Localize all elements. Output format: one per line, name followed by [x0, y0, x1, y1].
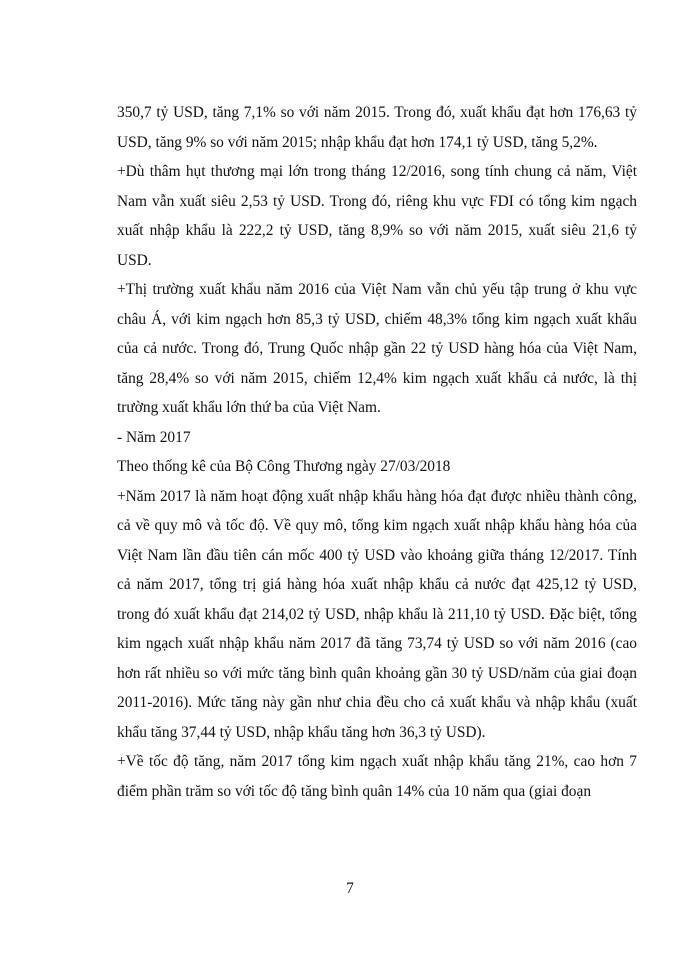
page-number: 7 [346, 880, 354, 897]
paragraph-trade-2017-scale: +Năm 2017 là năm hoạt động xuất nhập khẩu hàng hóa đạt được nhiều thành công, cả về quy mô và tốc độ. Về quy mô, tổng kim ngạch xuất nhập khẩu hàng hóa của Việt Nam lần đầu tiên cán mốc 400 tỷ USD vào khoảng giữa tháng 12/2017. Tính cả năm 2017, tổng trị giá hàng hóa xuất nhập khẩu cả nước đạt 425,12 tỷ USD, trong đó xuất khẩu đạt 214,02 tỷ USD, nhập khẩu là 211,10 tỷ USD. Đặc biệt, tổng kim ngạch xuất nhập khẩu năm 2017 đã tăng 73,74 tỷ USD so với năm 2016 (cao hơn rất nhiều so với mức tăng bình quân khoảng gần 30 tỷ USD/năm của giai đoạn 2011-2016). Mức tăng này gần như chia đều cho cả xuất khẩu và nhập khẩu (xuất khẩu tăng 37,44 tỷ USD, nhập khẩu tăng hơn 36,3 tỷ USD). [117, 487, 637, 741]
paragraph-export-markets-2016: +Thị trường xuất khẩu năm 2016 của Việt Nam vẫn chủ yếu tập trung ở khu vực châu Á, với kim ngạch hơn 85,3 tỷ USD, chiếm 48,3% tổng kim ngạch xuất khẩu của cả nước. Trong đó, Trung Quốc nhập gần 22 tỷ USD hàng hóa của Việt Nam, tăng 28,4% so với năm 2015, chiếm 12,4% kim ngạch xuất khẩu cả nước, là thị trường xuất khẩu lớn thứ ba của Việt Nam. [117, 281, 637, 416]
paragraph-trade-surplus-2016: +Dù thâm hụt thương mại lớn trong tháng 12/2016, song tính chung cả năm, Việt Nam vẫn xuất siêu 2,53 tỷ USD. Trong đó, riêng khu vực FDI có tổng kim ngạch xuất nhập khẩu là 222,2 tỷ USD, tăng 8,9% so với năm 2015, xuất siêu 21,6 tỷ USD. [117, 163, 637, 269]
paragraph-trade-2017-growth: +Về tốc độ tăng, năm 2017 tổng kim ngạch xuất nhập khẩu tăng 21%, cao hơn 7 điểm phần trăm so với tốc độ tăng bình quân 14% của 10 năm qua (giai đoạn [117, 753, 637, 800]
paragraph-source-2017: Theo thống kê của Bộ Công Thương ngày 27/03/2018 [117, 458, 451, 475]
body-text [117, 98, 637, 806]
heading-year-2017: - Năm 2017 [117, 428, 191, 446]
paragraph-trade-2016-totals: 350,7 tỷ USD, tăng 7,1% so với năm 2015. Trong đó, xuất khẩu đạt hơn 176,63 tỷ USD, tăng 9% so với năm 2015; nhập khẩu đạt hơn 174,1 tỷ USD, tăng 5,2%. [117, 104, 637, 151]
